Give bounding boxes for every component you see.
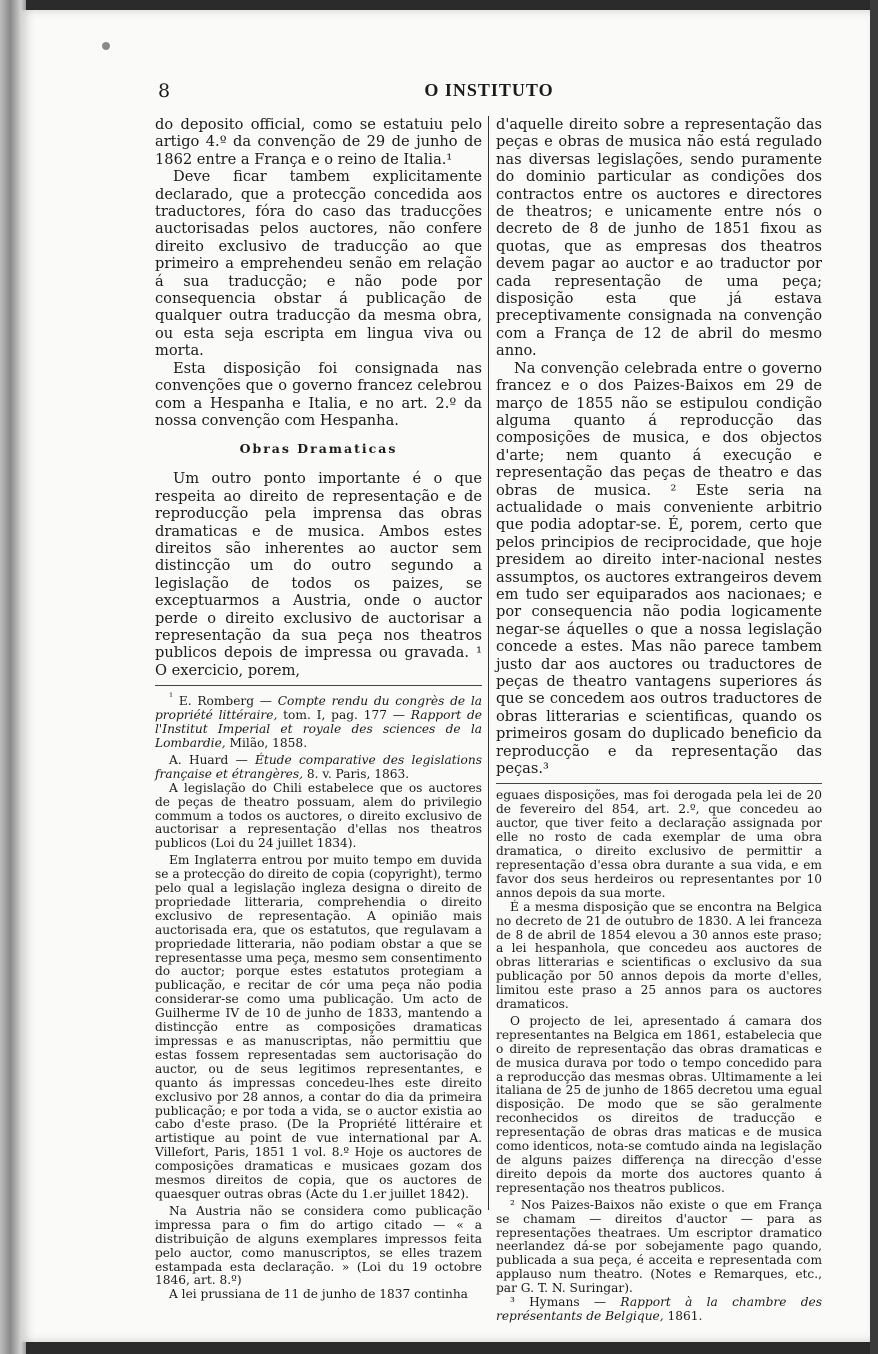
left-column xyxy=(155,116,482,1302)
page-speck xyxy=(102,42,110,50)
footnote: A. Huard — Étude comparative des legislations française et étrangères, 8. v. Paris, 1863. xyxy=(155,752,482,781)
footnote: Em Inglaterra entrou por muito tempo em duvida se a protecção do direito de copia (copyright), termo pelo qual a legislação ingleza designa o direito de propriedade litteraria, comprehendia o direito exclusivo de representação. A opinião mais auctorisada era, que os estatutos, que regulavam a propriedade litteraria, não podiam obstar a que se representasse uma peça, mesmo sem consentimento do auctor; porque estes estatutos protegiam a publicação, e recitar de cór uma peça não podia considerar-se como uma publicação. Um acto de Guilherme IV de 10 de junho de 1833, mantendo a distincção entre as composições dramaticas impressas e as manuscriptas, não permittiu que estas fossem representadas sem auctorisação do auctor, ou de seus legitimos representantes, e quanto ás impressas concedeu-lhes este direito exclusivo por 28 annos, a contar do dia da primeira publicação; e por toda a vida, se o auctor existia ao cabo d'este praso. (De la Propriété littéraire et artistique au point de vue international par A. Villefort, Paris, 1851 1 vol. 8.º Hoje os auctores de composições dramaticas e musicaes gozam dos mesmos direitos de copia, que os auctores de quaesquer outras obras (Acte du 1.er juillet 1842). xyxy=(155,853,482,1201)
footnote: É a mesma disposição que se encontra na Belgica no decreto de 21 de outubro de 1830. A lei franceza de 8 de abril de 1854 elevou a 30 annos este praso; a lei hespanhola, que concedeu aos auctores de obras litterarias e scientificas o exclusivo da sua publicação por 50 annos depois da morte d'elles, limitou este praso a 25 annos para os auctores dramaticos. xyxy=(496,899,822,1012)
footnote-separator xyxy=(496,783,822,784)
footnote: A lei prussiana de 11 de junho de 1837 continha xyxy=(169,1287,468,1302)
page-header xyxy=(158,80,820,106)
paragraph: do deposito official, como se estatuiu pelo artigo 4.º da convenção de 29 de junho de 1862 entre a França e o reino de Italia.¹ xyxy=(155,116,482,168)
footnote: eguaes disposições, mas foi derogada pela lei de 20 de fevereiro del 854, art. 2.º, que concedeu ao auctor, que tiver feito a declaração assignada por elle no rosto de cada exemplar de uma obra dramatica, o direito exclusivo de permittir a representação d'essa obra durante a sua vida, e em favor dos seus herdeiros ou representantes por 10 annos depois da sua morte. xyxy=(496,788,822,900)
footnote: ² Nos Paizes-Baixos não existe o que em França se chamam — direitos d'auctor — para as representações theatraes. Um escriptor dramatico neerlandez dá-se por sobejamente pago quando, publicada a sua peça, é acceita e representada com applauso num theatro. (Notes e Remarques, etc., par G. T. N. Suringar). xyxy=(496,1197,822,1296)
footnote: O projecto de lei, apresentado á camara dos representantes na Belgica em 1861, estabelecia que o direito de representação das obras dramaticas e de musica durava por todo o tempo concedido para a reproducção das mesmas obras. Ultimamente a lei italiana de 25 de junho de 1865 decretou uma egual disposição. De modo que se são geralmente reconhecidos os direitos de traducção e representação de obras dras maticas e de musica como identicos, nota-se comtudo ainda na legislação de alguns paizes differença na direcção d'esse direito depois da morte dos auctores quanto á representação nos theatros publicos. xyxy=(496,1013,822,1195)
column-divider xyxy=(488,116,489,1210)
footnote: $^{^1}$ E. Romberg — Compte rendu du congrès de la propriété littéraire, tom. I, pag. 177 — Rapport de l'Institut Imperial et royale des sciences de la Lombardie, Milão, 1858. xyxy=(155,692,483,750)
running-title: O INSTITUTO xyxy=(424,80,554,100)
section-heading: Obras Dramaticas xyxy=(239,441,398,457)
scan-border xyxy=(870,0,878,1354)
paragraph: Deve ficar tambem explicitamente declarado, que a protecção concedida aos traductores, fóra do caso das traducções auctorisadas pelos auctores, não confere direito exclusivo de traducção ao que primeiro a emprehendeu senão em relação á sua traducção; e não pode por consequencia obstar á publicação de qualquer outra traducção da mesma obra, ou esta seja escripta em lingua viva ou morta. xyxy=(155,168,482,360)
footnote: A legislação do Chili estabelece que os auctores de peças de theatro possuam, alem do privilegio commum a todos os auctores, o direito exclusivo de auctorisar a representação d'ellas nos theatros publicos (Loi du 24 juillet 1834). xyxy=(155,780,482,851)
paragraph: Esta disposição foi consignada nas convenções que o governo francez celebrou com a Hespanha e Italia, e no art. 2.º da nossa convenção com Hespanha. xyxy=(155,359,482,429)
footnote: ³ Hymans — Rapport à la chambre des représentants de Belgique, 1861. xyxy=(496,1295,823,1323)
paragraph: Na convenção celebrada entre o governo francez e o dos Paizes-Baixos em 29 de março de 1855 não se estipulou condição alguma quanto á reproducção das composições de musica, e dos objectos d'arte; nem quanto á execução e representação das peças de theatro e das obras de musica. ² Este seria na actualidade o mais conveniente arbitrio que podia adoptar-se. É, porem, certo que pelos principios de reciprocidade, que hoje presidem ao direito inter-nacional nestes assumptos, os auctores extrangeiros devem em tudo ser equiparados aos nacionaes; e por consequencia não podia logicamente negar-se áquelles o que a nossa legislação concede a estes. Mas não parece tambem justo dar aos auctores ou traductores de peças de theatro vantagens superiores ás que se concedem aos outros traductores de obras litterarias e scientificas, quando os primeiros gosam do duplicado beneficio da reproducção e da representação das peças.³ xyxy=(496,359,822,778)
footnote-marker: ¹ xyxy=(169,692,174,704)
page-number: 8 xyxy=(158,80,171,102)
paragraph: Um outro ponto importante é o que respeita ao direito de representação e de reproducção pela imprensa das obras dramaticas e de musica. Ambos estes direitos são inherentes ao auctor sem distincção um do outro segundo a legislação de todos os paizes, se exceptuarmos a Austria, onde o auctor perde o direito exclusivo de auctorisar a representação da sua peça nos theatros publicos depois de impressa ou gravada. ¹ O exercicio, porem, xyxy=(155,470,482,679)
paragraph: d'aquelle direito sobre a representação das peças e obras de musica não está regulado nas diversas legislações, sendo puramente do dominio particular as condições dos contractos entre os auctores e directores de theatros; e unicamente entre nós o decreto de 8 de junho de 1851 fixou as quotas, que as empresas dos theatros devem pagar ao auctor e ao traductor por cada representação de uma peça; disposição esta que já estava preceptivamente consignada na convenção com a França de 12 de abril do mesmo anno. xyxy=(496,116,822,360)
footnote-separator xyxy=(155,685,482,686)
footnote: Na Austria não se considera como publicação impressa para o fim do artigo citado — « a distribuição de alguns exemplares impressos feita pelo auctor, como manuscriptos, se elles trazem estampada esta declaração. » (Loi du 19 octobre 1846, art. 8.º) xyxy=(155,1203,482,1288)
right-column xyxy=(496,116,822,1324)
